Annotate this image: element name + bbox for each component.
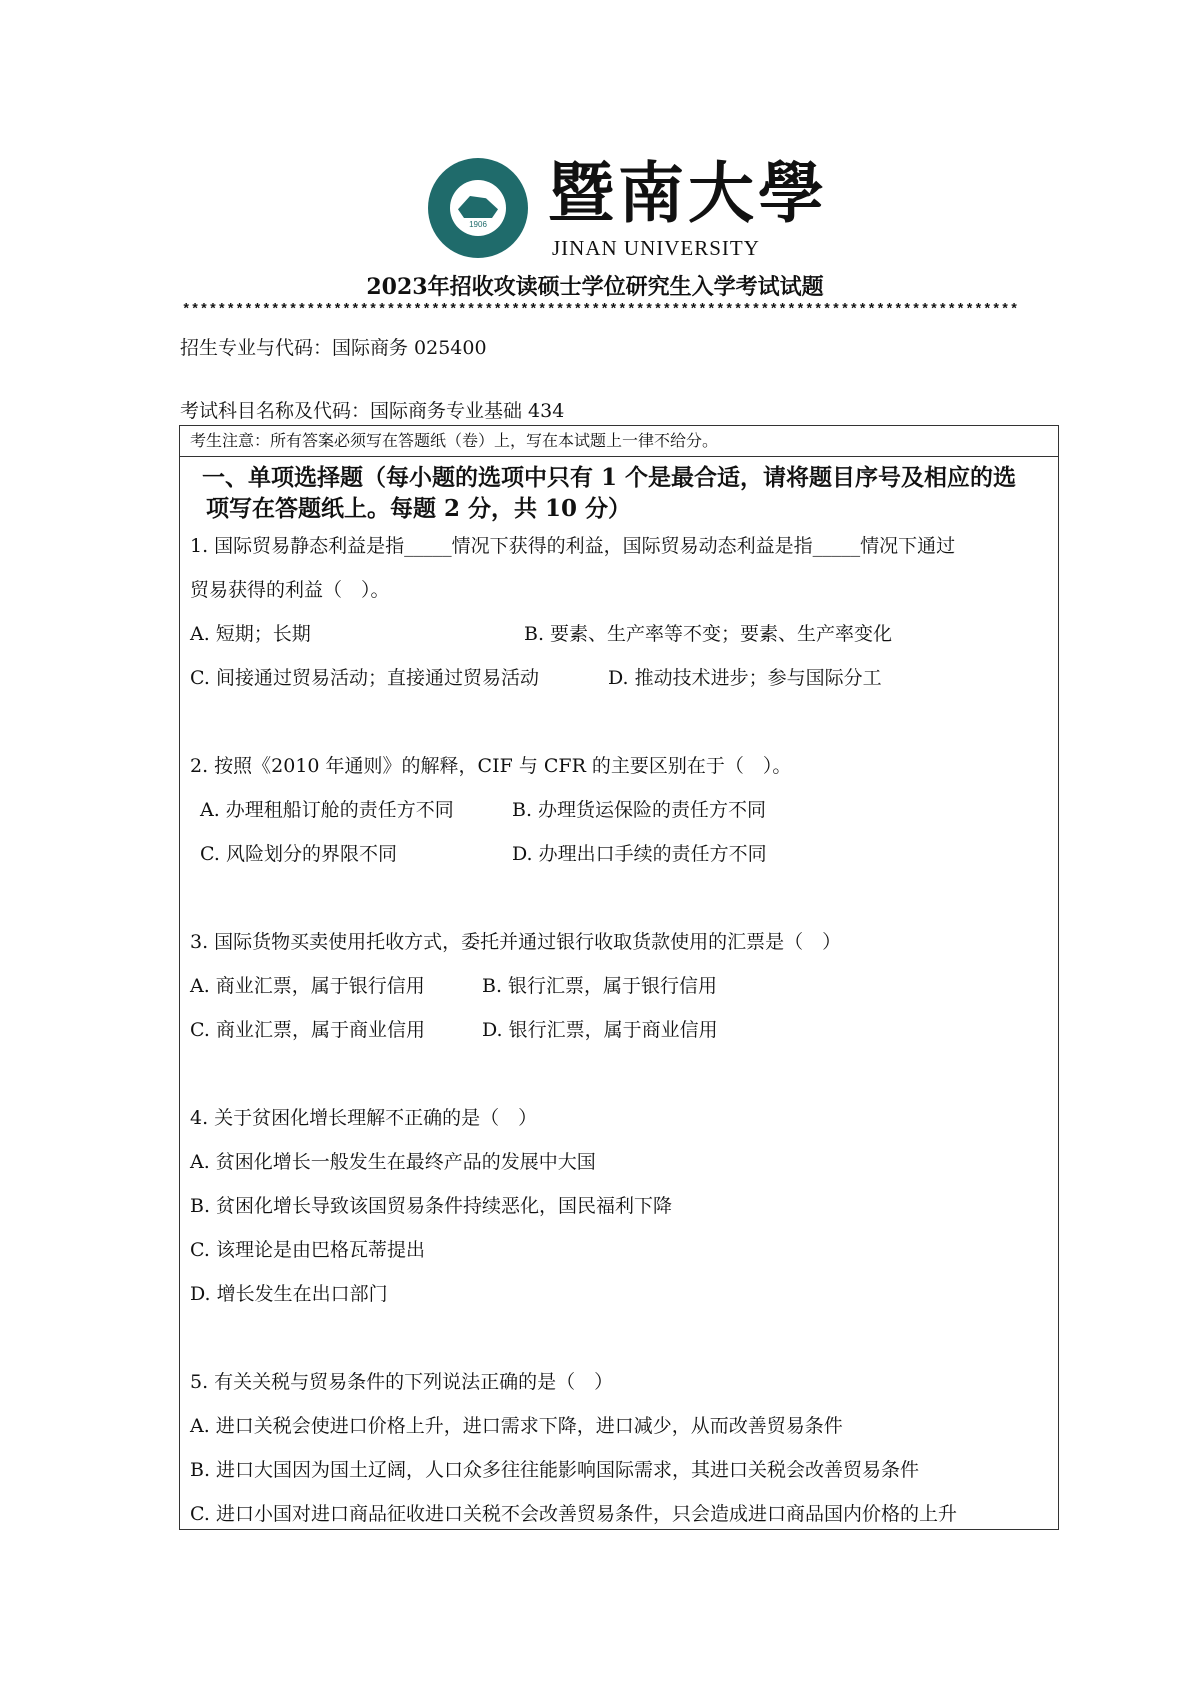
questions	[180, 524, 1058, 1536]
university-seal-logo: 1906	[428, 158, 528, 258]
option-d: D. 办理出口手续的责任方不同	[512, 843, 767, 865]
section-heading-line: 项写在答题纸上。每题 2 分，共 10 分）	[206, 495, 632, 522]
q3-options-cd	[180, 1008, 1058, 1052]
q5-stem: 5. 有关关税与贸易条件的下列说法正确的是（ ）	[190, 1371, 614, 1393]
option-c: C. 进口小国对进口商品征收进口关税不会改善贸易条件，只会造成进口商品国内价格的上升	[190, 1503, 957, 1525]
option-a: A. 短期；长期	[190, 623, 311, 645]
separator-stars: **********************************************************************************************	[182, 302, 1019, 318]
section-heading-line: 一、单项选择题（每小题的选项中只有 1 个是最合适，请将题目序号及相应的选	[202, 464, 1017, 491]
q2-stem: 2. 按照《2010 年通则》的解释，CIF 与 CFR 的主要区别在于（ ）。	[190, 755, 792, 777]
option-a: A. 进口关税会使进口价格上升，进口需求下降，进口减少，从而改善贸易条件	[190, 1415, 843, 1437]
university-name-en: JINAN UNIVERSITY	[552, 236, 760, 260]
option-d: D. 推动技术进步；参与国际分工	[608, 667, 882, 689]
university-name-cn: 暨南大學	[548, 154, 828, 232]
subject-code: 考试科目名称及代码：国际商务专业基础 434	[180, 400, 565, 422]
q3-options-ab	[180, 964, 1058, 1008]
option-a: A. 办理租船订舱的责任方不同	[200, 799, 454, 821]
q2-options-cd	[180, 832, 1058, 876]
exam-box	[179, 425, 1059, 1530]
ship-icon	[458, 196, 498, 218]
option-d: D. 银行汇票，属于商业信用	[482, 1019, 718, 1041]
option-b: B. 要素、生产率等不变；要素、生产率变化	[524, 623, 893, 645]
exam-title: 2023年招收攻读硕士学位研究生入学考试试题	[366, 274, 824, 300]
q1-options-ab	[180, 612, 1058, 656]
option-b: B. 办理货运保险的责任方不同	[512, 799, 767, 821]
q3-stem: 3. 国际货物买卖使用托收方式，委托并通过银行收取货款使用的汇票是（ ）	[190, 931, 842, 953]
option-a: A. 商业汇票，属于银行信用	[190, 975, 425, 997]
q1-stem: 1. 国际贸易静态利益是指_____情况下获得的利益，国际贸易动态利益是指_____情况下通过	[190, 535, 956, 557]
option-c: C. 间接通过贸易活动；直接通过贸易活动	[190, 667, 539, 689]
option-d: D. 增长发生在出口部门	[190, 1283, 388, 1305]
q4-stem: 4. 关于贫困化增长理解不正确的是（ ）	[190, 1107, 538, 1129]
q1-options-cd	[180, 656, 1058, 700]
option-b: B. 银行汇票，属于银行信用	[482, 975, 718, 997]
option-c: C. 该理论是由巴格瓦蒂提出	[190, 1239, 425, 1261]
section-heading	[180, 457, 1058, 524]
option-c: C. 风险划分的界限不同	[200, 843, 397, 865]
q1-stem: 贸易获得的利益（ ）。	[190, 579, 390, 601]
option-a: A. 贫困化增长一般发生在最终产品的发展中大国	[190, 1151, 596, 1173]
major-code: 招生专业与代码：国际商务 025400	[180, 337, 487, 359]
option-b: B. 进口大国因为国土辽阔，人口众多往往能影响国际需求，其进口关税会改善贸易条件	[190, 1459, 920, 1481]
notice: 考生注意：所有答案必须写在答题纸（卷）上，写在本试题上一律不给分。	[180, 426, 1058, 457]
q2-options-ab	[180, 788, 1058, 832]
option-c: C. 商业汇票，属于商业信用	[190, 1019, 425, 1041]
option-b: B. 贫困化增长导致该国贸易条件持续恶化，国民福利下降	[190, 1195, 673, 1217]
